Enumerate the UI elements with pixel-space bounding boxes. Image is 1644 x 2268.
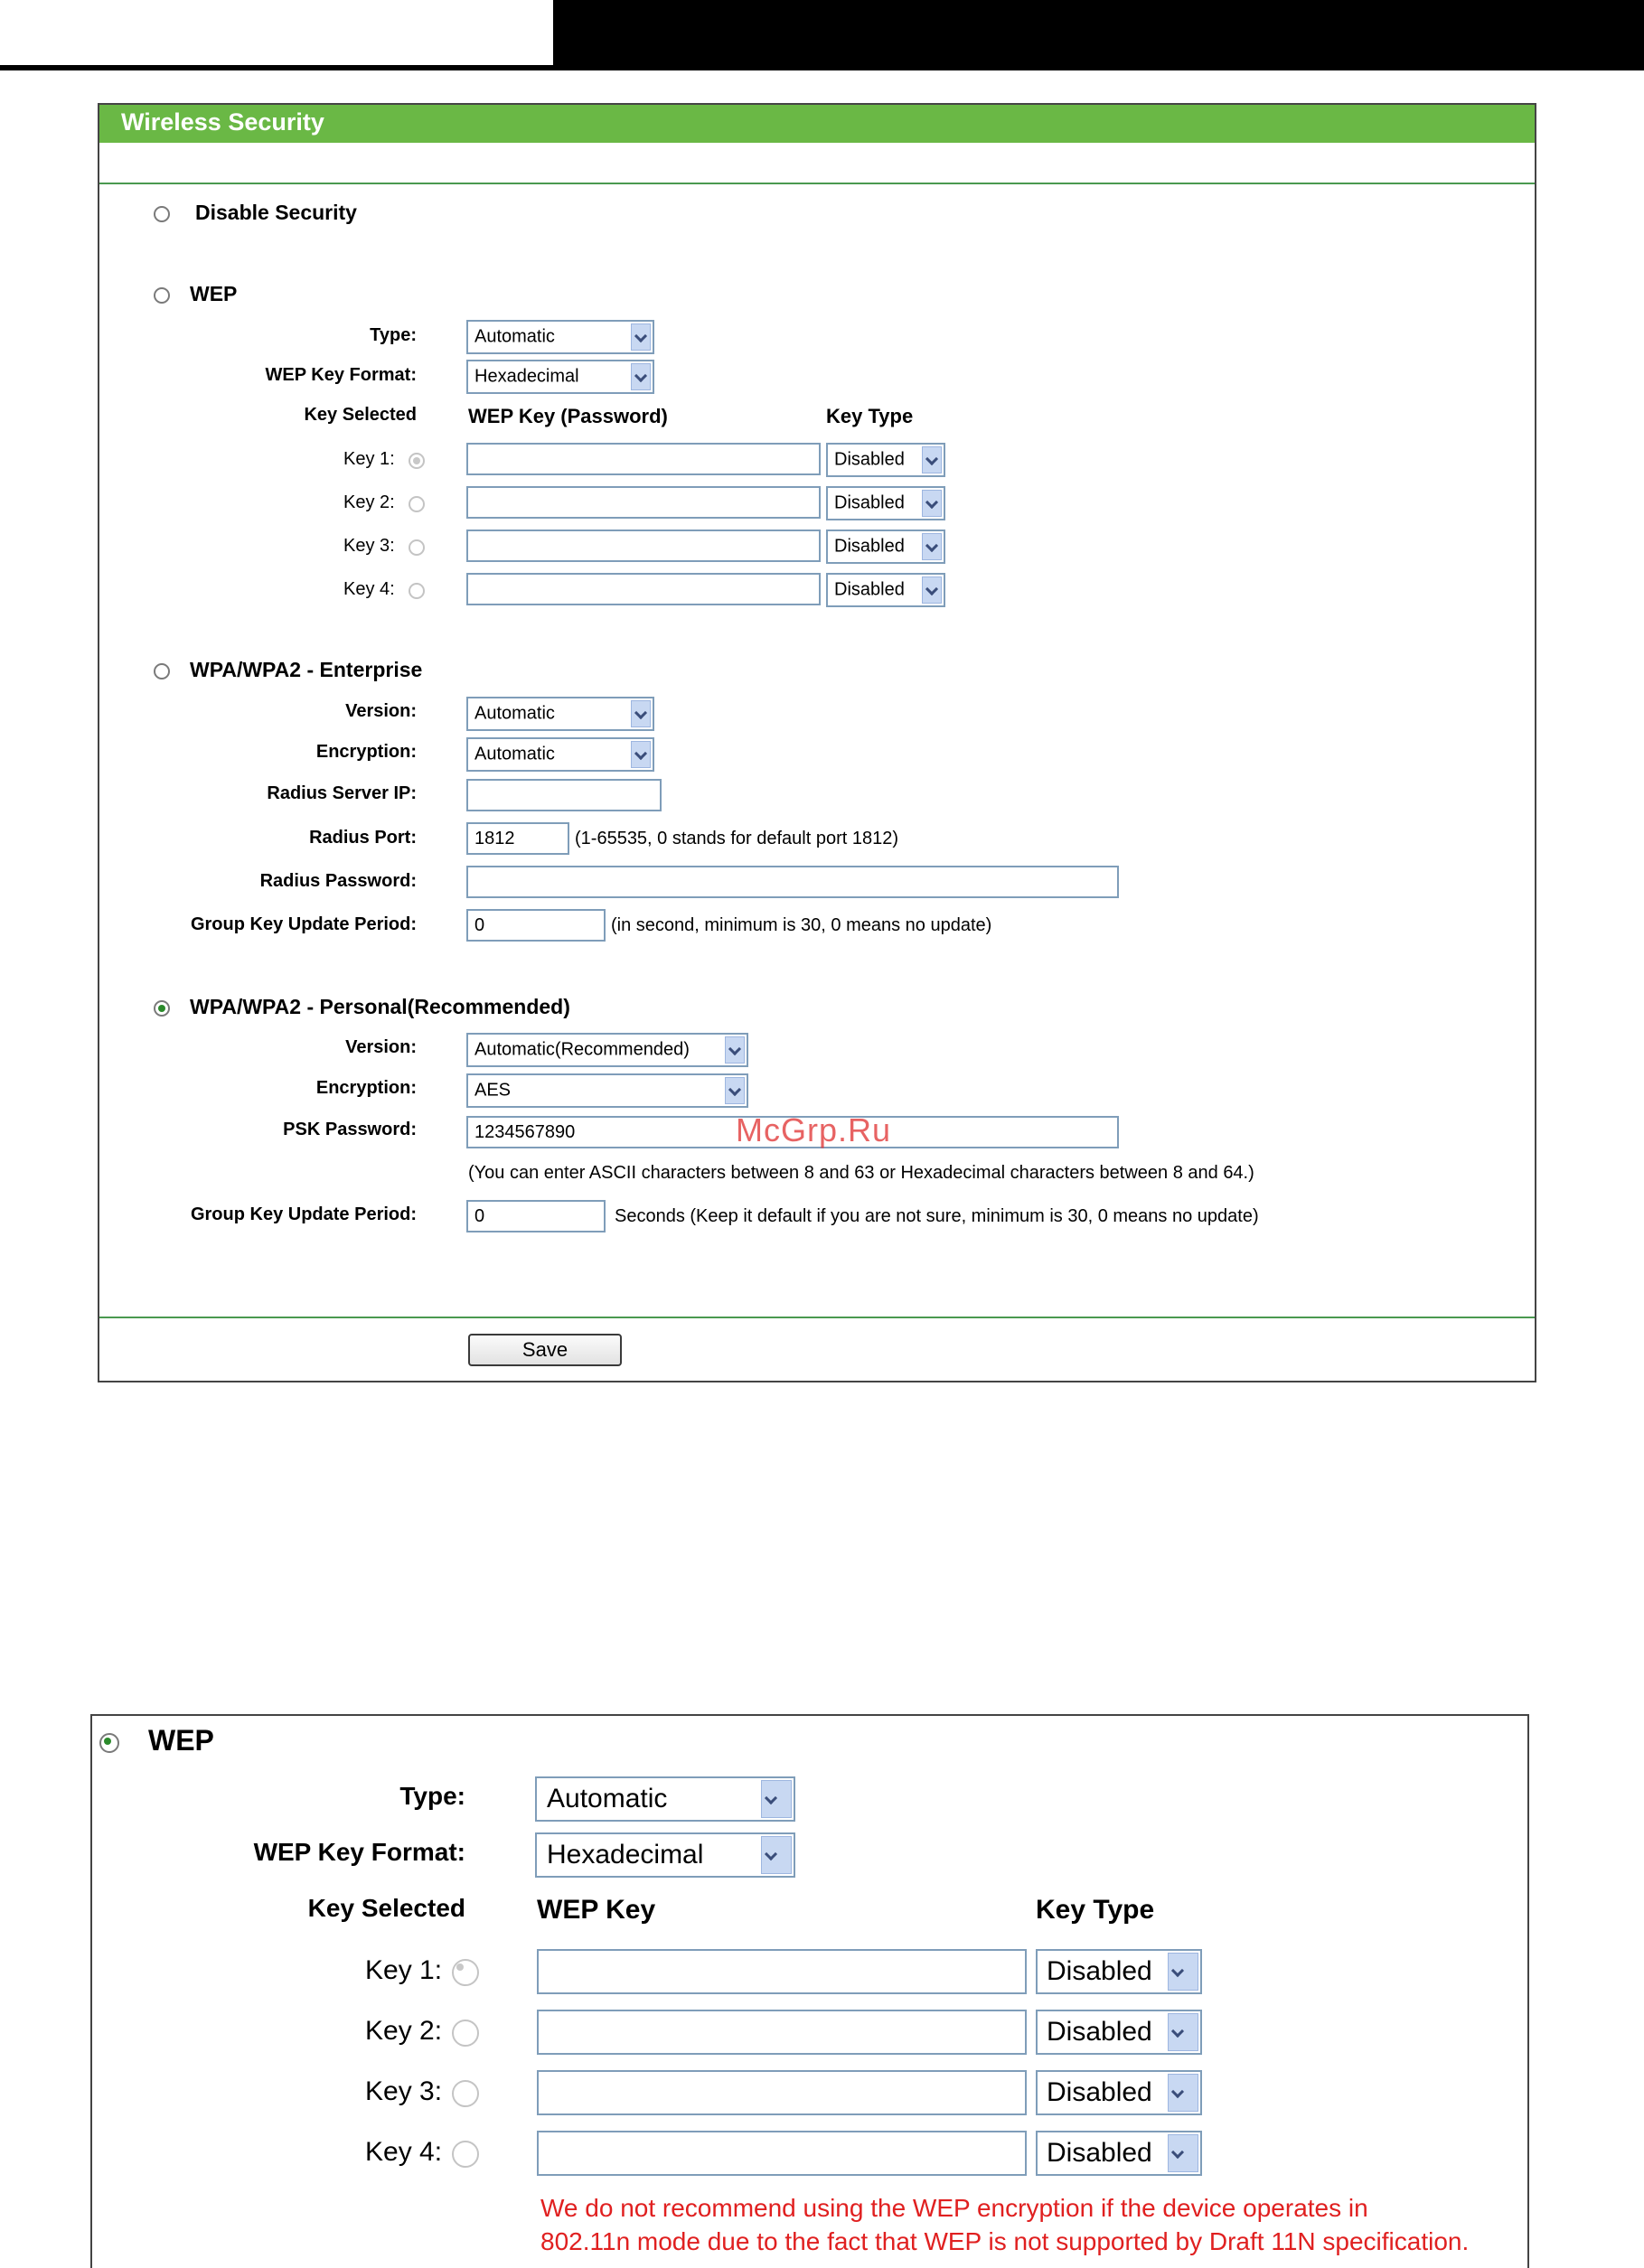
key-4-type-select[interactable]: Disabled <box>826 573 945 607</box>
top-black-bar <box>553 0 1644 70</box>
enterprise-encryption-label: Encryption: <box>315 742 417 762</box>
wep-key-format-label: WEP Key Format: <box>265 365 417 385</box>
enterprise-group-key-label: Group Key Update Period: <box>190 914 417 934</box>
psk-password-label: PSK Password: <box>283 1120 417 1139</box>
personal-group-key-hint: Seconds (Keep it default if you are not sure, minimum is 30, 0 means no update) <box>615 1206 1259 1226</box>
wpa-enterprise-label: WPA/WPA2 - Enterprise <box>190 658 423 681</box>
radius-server-ip-input[interactable] <box>466 779 662 811</box>
chevron-down-icon <box>725 1077 745 1104</box>
key-2-label: Key 2: <box>343 492 395 512</box>
key-1-radio[interactable] <box>409 453 425 469</box>
chevron-down-icon <box>1168 2013 1198 2051</box>
wep-detail-label: WEP <box>148 1724 214 1757</box>
chevron-down-icon <box>631 323 651 351</box>
wep-key-header: WEP Key (Password) <box>468 405 668 427</box>
wep-warning-line-1: We do not recommend using the WEP encryption if the device operates in <box>540 2194 1368 2222</box>
radius-port-hint: (1-65535, 0 stands for default port 1812) <box>575 829 899 848</box>
key-1-label: Key 1: <box>343 449 395 469</box>
radius-port-label: Radius Port: <box>309 828 417 848</box>
wep2-key-type-header: Key Type <box>1036 1895 1155 1925</box>
personal-version-select[interactable]: Automatic(Recommended) <box>466 1033 748 1067</box>
enterprise-version-label: Version: <box>345 701 417 721</box>
wep2-key-2-radio[interactable] <box>452 2020 479 2047</box>
enterprise-encryption-select[interactable]: Automatic <box>466 737 654 772</box>
psk-password-hint: (You can enter ASCII characters between 8 and 63 or Hexadecimal characters between 8 and 64.) <box>468 1163 1254 1183</box>
footer-divider <box>99 1317 1535 1318</box>
disable-security-label: Disable Security <box>195 201 357 224</box>
radius-password-label: Radius Password: <box>259 871 417 891</box>
wep-warning-line-2: 802.11n mode due to the fact that WEP is not supported by Draft 11N specification. <box>540 2227 1470 2255</box>
wep-detail-radio[interactable] <box>99 1733 119 1753</box>
wep2-key-1-radio[interactable] <box>452 1959 479 1986</box>
save-button[interactable]: Save <box>468 1334 622 1366</box>
wep2-key-1-input[interactable] <box>537 1949 1027 1994</box>
enterprise-group-key-input[interactable]: 0 <box>466 909 606 942</box>
enterprise-version-select[interactable]: Automatic <box>466 697 654 731</box>
wep2-key-2-type-select[interactable]: Disabled <box>1036 2010 1202 2055</box>
wpa-enterprise-radio[interactable] <box>154 663 170 679</box>
wep-type-label: Type: <box>370 325 417 345</box>
wep2-key-4-type-select[interactable]: Disabled <box>1036 2131 1202 2176</box>
key-selected-header: Key Selected <box>304 405 417 425</box>
personal-group-key-label: Group Key Update Period: <box>190 1204 417 1224</box>
radius-port-input[interactable]: 1812 <box>466 822 569 855</box>
key-3-radio[interactable] <box>409 539 425 556</box>
chevron-down-icon <box>922 490 942 517</box>
wep2-key-format-select[interactable]: Hexadecimal <box>535 1832 795 1878</box>
key-4-radio[interactable] <box>409 583 425 599</box>
wep2-key-format-label: WEP Key Format: <box>253 1838 465 1866</box>
personal-encryption-select[interactable]: AES <box>466 1073 748 1108</box>
page-title: Wireless Security <box>121 108 324 136</box>
wep-label: WEP <box>190 282 238 305</box>
chevron-down-icon <box>631 741 651 768</box>
key-4-input[interactable] <box>466 573 821 605</box>
wep2-key-1-type-select[interactable]: Disabled <box>1036 1949 1202 1994</box>
key-3-type-select[interactable]: Disabled <box>826 530 945 564</box>
key-type-header: Key Type <box>826 405 914 427</box>
key-3-label: Key 3: <box>343 536 395 556</box>
chevron-down-icon <box>1168 1953 1198 1991</box>
radius-server-ip-label: Radius Server IP: <box>267 783 417 803</box>
wep2-key-1-label: Key 1: <box>365 1955 443 1985</box>
personal-encryption-label: Encryption: <box>315 1078 417 1098</box>
chevron-down-icon <box>631 700 651 727</box>
key-2-input[interactable] <box>466 486 821 519</box>
radius-password-input[interactable] <box>466 866 1119 898</box>
wep2-key-4-input[interactable] <box>537 2131 1027 2176</box>
wep-radio[interactable] <box>154 287 170 304</box>
wep2-key-4-label: Key 4: <box>365 2137 443 2167</box>
chevron-down-icon <box>631 363 651 390</box>
wpa-personal-label: WPA/WPA2 - Personal(Recommended) <box>190 995 570 1018</box>
top-left-rule <box>0 65 553 70</box>
enterprise-group-key-hint: (in second, minimum is 30, 0 means no update) <box>611 915 992 935</box>
chevron-down-icon <box>1168 2134 1198 2172</box>
personal-group-key-input[interactable]: 0 <box>466 1200 606 1232</box>
header-divider <box>99 183 1535 184</box>
key-4-label: Key 4: <box>343 579 395 599</box>
watermark: McGrp.Ru <box>736 1111 892 1148</box>
wep2-key-3-radio[interactable] <box>452 2080 479 2107</box>
key-1-type-select[interactable]: Disabled <box>826 443 945 477</box>
wep-type-select[interactable]: Automatic <box>466 320 654 354</box>
wep2-key-3-type-select[interactable]: Disabled <box>1036 2070 1202 2115</box>
wep2-key-3-label: Key 3: <box>365 2076 443 2106</box>
wep2-type-label: Type: <box>399 1782 465 1810</box>
wep2-key-selected-header: Key Selected <box>307 1894 465 1922</box>
wep2-key-2-label: Key 2: <box>365 2016 443 2046</box>
key-2-radio[interactable] <box>409 496 425 512</box>
wpa-personal-radio[interactable] <box>154 1000 170 1017</box>
wep-key-format-select[interactable]: Hexadecimal <box>466 360 654 394</box>
key-3-input[interactable] <box>466 530 821 562</box>
wep2-wep-key-header: WEP Key <box>537 1895 656 1925</box>
key-2-type-select[interactable]: Disabled <box>826 486 945 520</box>
chevron-down-icon <box>761 1836 792 1874</box>
chevron-down-icon <box>922 576 942 604</box>
chevron-down-icon <box>1168 2074 1198 2112</box>
wep2-type-select[interactable]: Automatic <box>535 1776 795 1822</box>
wep2-key-4-radio[interactable] <box>452 2141 479 2168</box>
personal-version-label: Version: <box>345 1037 417 1057</box>
wep2-key-2-input[interactable] <box>537 2010 1027 2055</box>
wep2-key-3-input[interactable] <box>537 2070 1027 2115</box>
key-1-input[interactable] <box>466 443 821 475</box>
chevron-down-icon <box>761 1780 792 1818</box>
chevron-down-icon <box>922 533 942 560</box>
wireless-security-panel <box>98 103 1536 1382</box>
psk-password-input[interactable]: 1234567890 <box>466 1116 1119 1148</box>
disable-security-radio[interactable] <box>154 206 170 222</box>
chevron-down-icon <box>922 446 942 473</box>
chevron-down-icon <box>725 1036 745 1064</box>
